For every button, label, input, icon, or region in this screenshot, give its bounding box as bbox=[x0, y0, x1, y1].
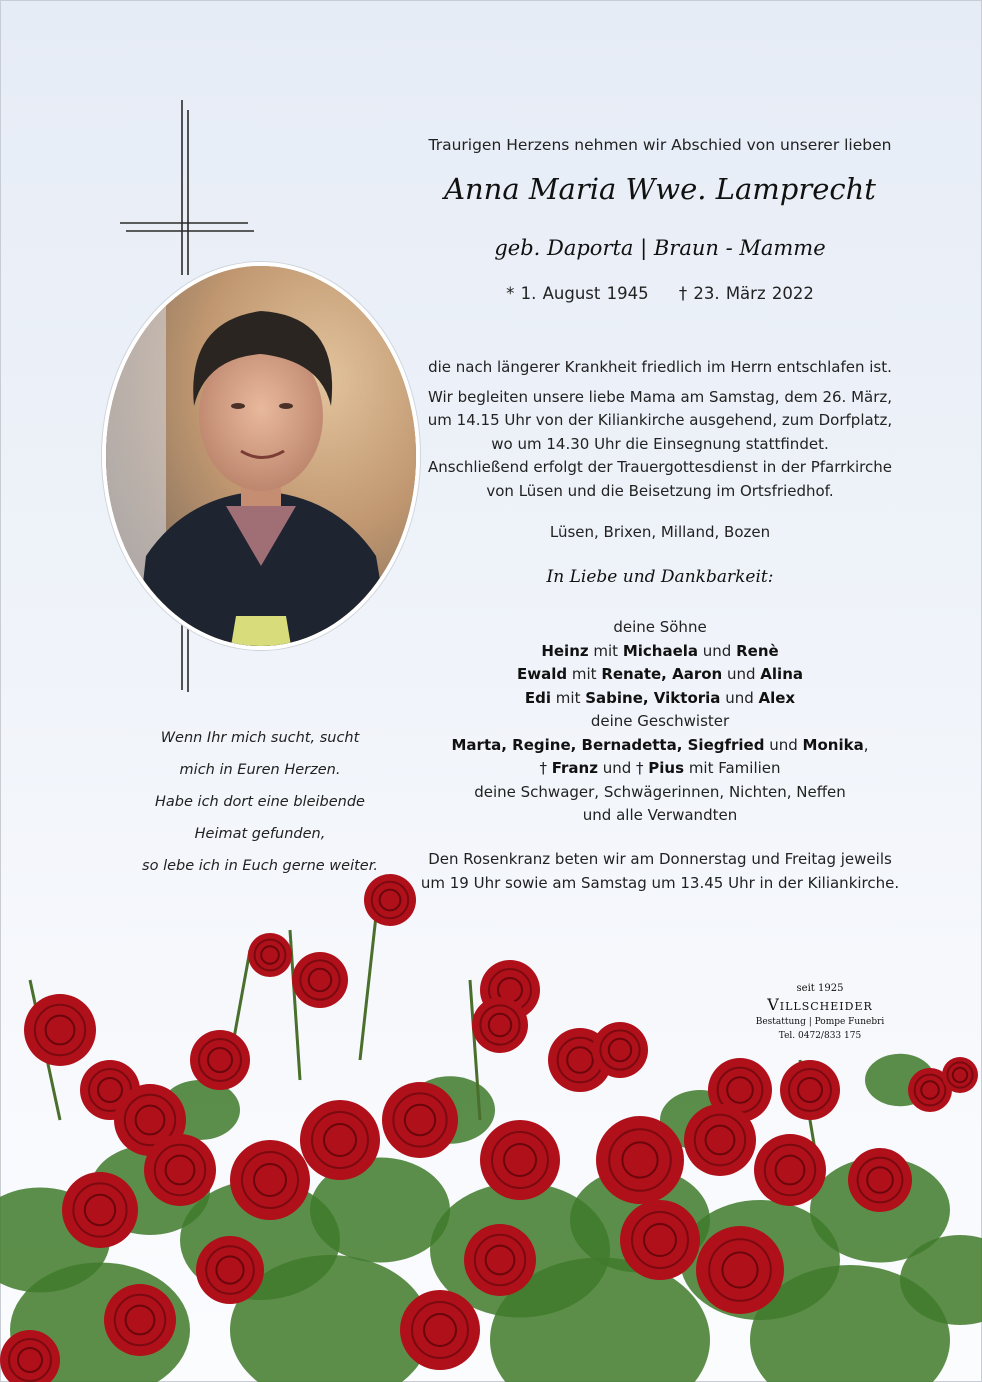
intro-text: Traurigen Herzens nehmen wir Abschied von unserer lieben bbox=[428, 136, 892, 154]
family-line: deine Schwager, Schwägerinnen, Nichten, Neffen bbox=[474, 782, 846, 801]
memorial-poem: Wenn Ihr mich sucht, sucht mich in Euren Herzen. Habe ich dort eine bleibende Heimat gefunden, so lebe ich in Euch gerne weiter. bbox=[142, 730, 378, 874]
family-line: † Franz und † Pius mit Familien bbox=[539, 759, 781, 777]
deceased-name: Anna Maria Wwe. Lamprecht bbox=[444, 172, 876, 206]
logo-subtitle: Bestattung | Pompe Funebri bbox=[755, 1017, 885, 1027]
family-line: Heinz mit Michaela und Renè bbox=[541, 641, 779, 660]
funeral-details bbox=[410, 356, 910, 509]
death-date: † 23. März 2022 bbox=[678, 284, 814, 303]
family-line: und alle Verwandten bbox=[582, 806, 738, 824]
birth-name: geb. Daporta | Braun - Mamme bbox=[494, 236, 826, 260]
funeral-home-logo bbox=[740, 983, 900, 1041]
portrait-photo bbox=[102, 262, 420, 650]
family-list bbox=[410, 616, 910, 828]
sons-label: deine Söhne bbox=[613, 618, 707, 636]
logo-phone: Tel. 0472/833 175 bbox=[778, 1031, 862, 1041]
rosary-notice: Den Rosenkranz beten wir am Donnerstag und Freitag jeweils um 19 Uhr sowie am Samstag um 13.45 Uhr in der Kiliankirche. bbox=[420, 850, 900, 892]
gratitude-heading: In Liebe und Dankbarkeit: bbox=[546, 567, 774, 587]
birth-date: * 1. August 1945 bbox=[506, 284, 649, 303]
logo-since: seit 1925 bbox=[796, 983, 844, 994]
family-line: Ewald mit Renate, Aaron und Alina bbox=[517, 665, 803, 683]
logo-brand: Villscheider bbox=[767, 995, 873, 1014]
family-line: Edi mit Sabine, Viktoria und Alex bbox=[524, 688, 796, 707]
life-dates bbox=[400, 284, 920, 303]
passing-text: die nach längerer Krankheit friedlich im Herrn entschlafen ist. bbox=[428, 358, 892, 376]
family-line: Marta, Regine, Bernadetta, Siegfried und Monika, bbox=[451, 735, 869, 754]
roses-image bbox=[0, 860, 982, 1382]
places-list: Lüsen, Brixen, Milland, Bozen bbox=[549, 523, 771, 541]
ceremony-text: Wir begleiten unsere liebe Mama am Samstag, dem 26. März, um 14.15 Uhr von der Kiliankirche ausgehend, zum Dorfplatz, wo um 14.30 Uhr die Einsegnung stattfindet. Anschließend erfolgt der Trauergottesdienst in der Pfarrkirche von Lüsen und die Beisetzung im Ortsfriedhof. bbox=[427, 387, 893, 500]
siblings-label: deine Geschwister bbox=[590, 712, 730, 730]
